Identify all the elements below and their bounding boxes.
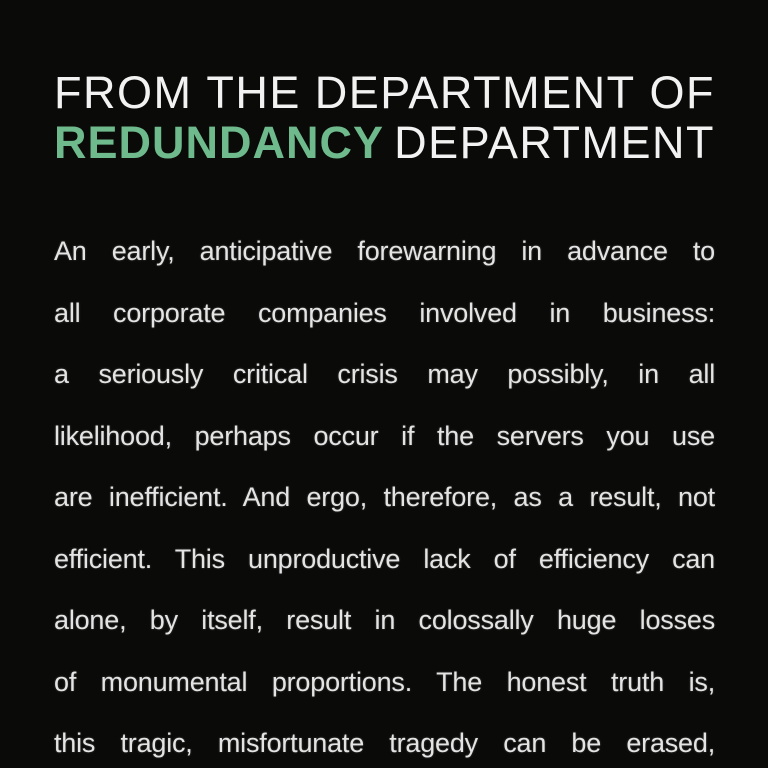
body-line: alone, by itself, result in colossally huge losses xyxy=(54,605,715,635)
heading-line-1 xyxy=(54,68,715,118)
heading-word: DEPARTMENT xyxy=(394,117,715,168)
body-line: a seriously critical crisis may possibly, in all xyxy=(54,359,715,389)
body-line: efficient. This unproductive lack of efficiency can xyxy=(54,543,715,574)
heading-word: THE xyxy=(206,67,301,118)
body-line: are inefficient. And ergo, therefore, as a result, not xyxy=(54,482,715,512)
heading-line-2 xyxy=(54,118,715,168)
poster-heading xyxy=(54,68,715,168)
body-line: An early, anticipative forewarning in advance to xyxy=(54,236,715,266)
body-line: all corporate companies involved in business: xyxy=(54,297,715,328)
body-line: of monumental proportions. The honest truth is, xyxy=(54,666,715,697)
heading-word: FROM xyxy=(54,67,193,118)
body-line: this tragic, misfortunate tragedy can be erased, xyxy=(54,728,715,758)
heading-highlight-word: REDUNDANCY xyxy=(54,117,385,168)
body-line: likelihood, perhaps occur if the servers you use xyxy=(54,420,715,451)
poster-body xyxy=(54,221,715,768)
heading-word: DEPARTMENT xyxy=(314,67,636,118)
heading-word: OF xyxy=(649,67,715,118)
